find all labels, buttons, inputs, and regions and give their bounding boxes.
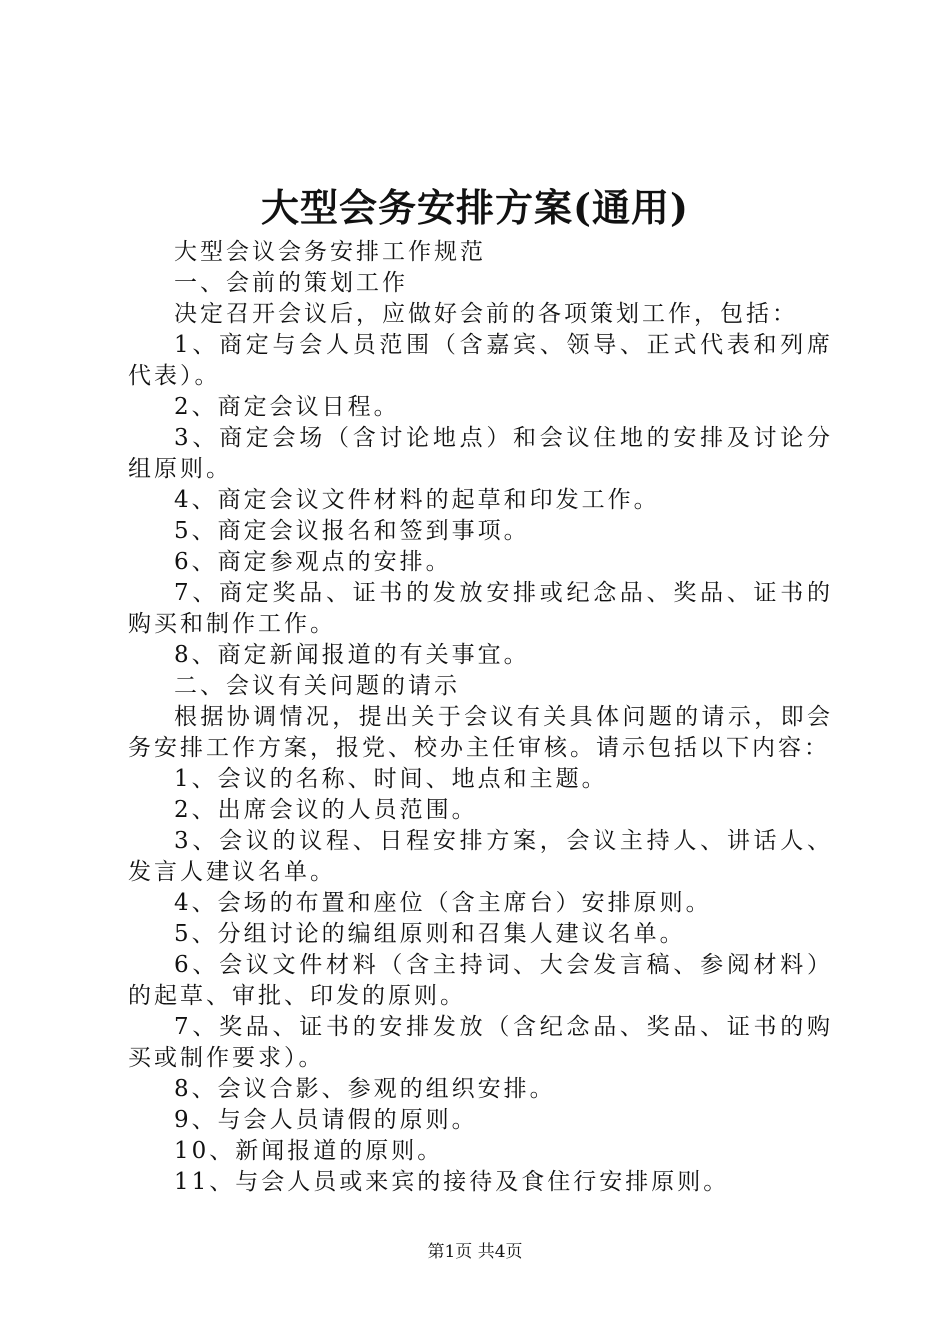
list-item: 11、与会人员或来宾的接待及食住行安排原则。 xyxy=(174,1169,730,1195)
list-item: 3、商定会场（含讨论地点）和会议住地的安排及讨论分组原则。 xyxy=(128,425,833,482)
list-item: 9、与会人员请假的原则。 xyxy=(174,1107,478,1133)
list-item: 7、商定奖品、证书的发放安排或纪念品、奖品、证书的购买和制作工作。 xyxy=(128,580,833,637)
list-item: 4、会场的布置和座位（含主席台）安排原则。 xyxy=(174,890,712,916)
list-item: 8、商定新闻报道的有关事宜。 xyxy=(174,642,530,668)
list-item: 5、商定会议报名和签到事项。 xyxy=(174,518,530,544)
page-footer: 第1页 共4页 xyxy=(427,1242,523,1262)
list-item: 6、商定参观点的安排。 xyxy=(174,549,452,575)
document-body xyxy=(128,237,833,1198)
list-item: 10、新闻报道的原则。 xyxy=(174,1138,444,1164)
list-item: 1、商定与会人员范围（含嘉宾、领导、正式代表和列席代表）。 xyxy=(128,332,833,389)
list-item: 2、出席会议的人员范围。 xyxy=(174,797,478,823)
section-heading: 一、会前的策划工作 xyxy=(174,270,408,296)
list-item: 4、商定会议文件材料的起草和印发工作。 xyxy=(174,487,660,513)
list-item: 3、会议的议程、日程安排方案，会议主持人、讲话人、发言人建议名单。 xyxy=(128,828,833,885)
document-title: 大型会务安排方案(通用) xyxy=(261,185,689,230)
list-item: 2、商定会议日程。 xyxy=(174,394,400,420)
section-heading: 二、会议有关问题的请示 xyxy=(174,673,460,699)
paragraph: 决定召开会议后，应做好会前的各项策划工作，包括： xyxy=(174,301,798,327)
list-item: 8、会议合影、参观的组织安排。 xyxy=(174,1076,556,1102)
list-item: 7、奖品、证书的安排发放（含纪念品、奖品、证书的购买或制作要求）。 xyxy=(128,1014,833,1071)
list-item: 1、会议的名称、时间、地点和主题。 xyxy=(174,766,608,792)
list-item: 6、会议文件材料（含主持词、大会发言稿、参阅材料）的起草、审批、印发的原则。 xyxy=(128,952,833,1009)
list-item: 5、分组讨论的编组原则和召集人建议名单。 xyxy=(174,921,686,947)
paragraph: 大型会议会务安排工作规范 xyxy=(174,239,486,265)
paragraph: 根据协调情况，提出关于会议有关具体问题的请示，即会务安排工作方案，报党、校办主任审核。请示包括以下内容： xyxy=(128,704,833,761)
